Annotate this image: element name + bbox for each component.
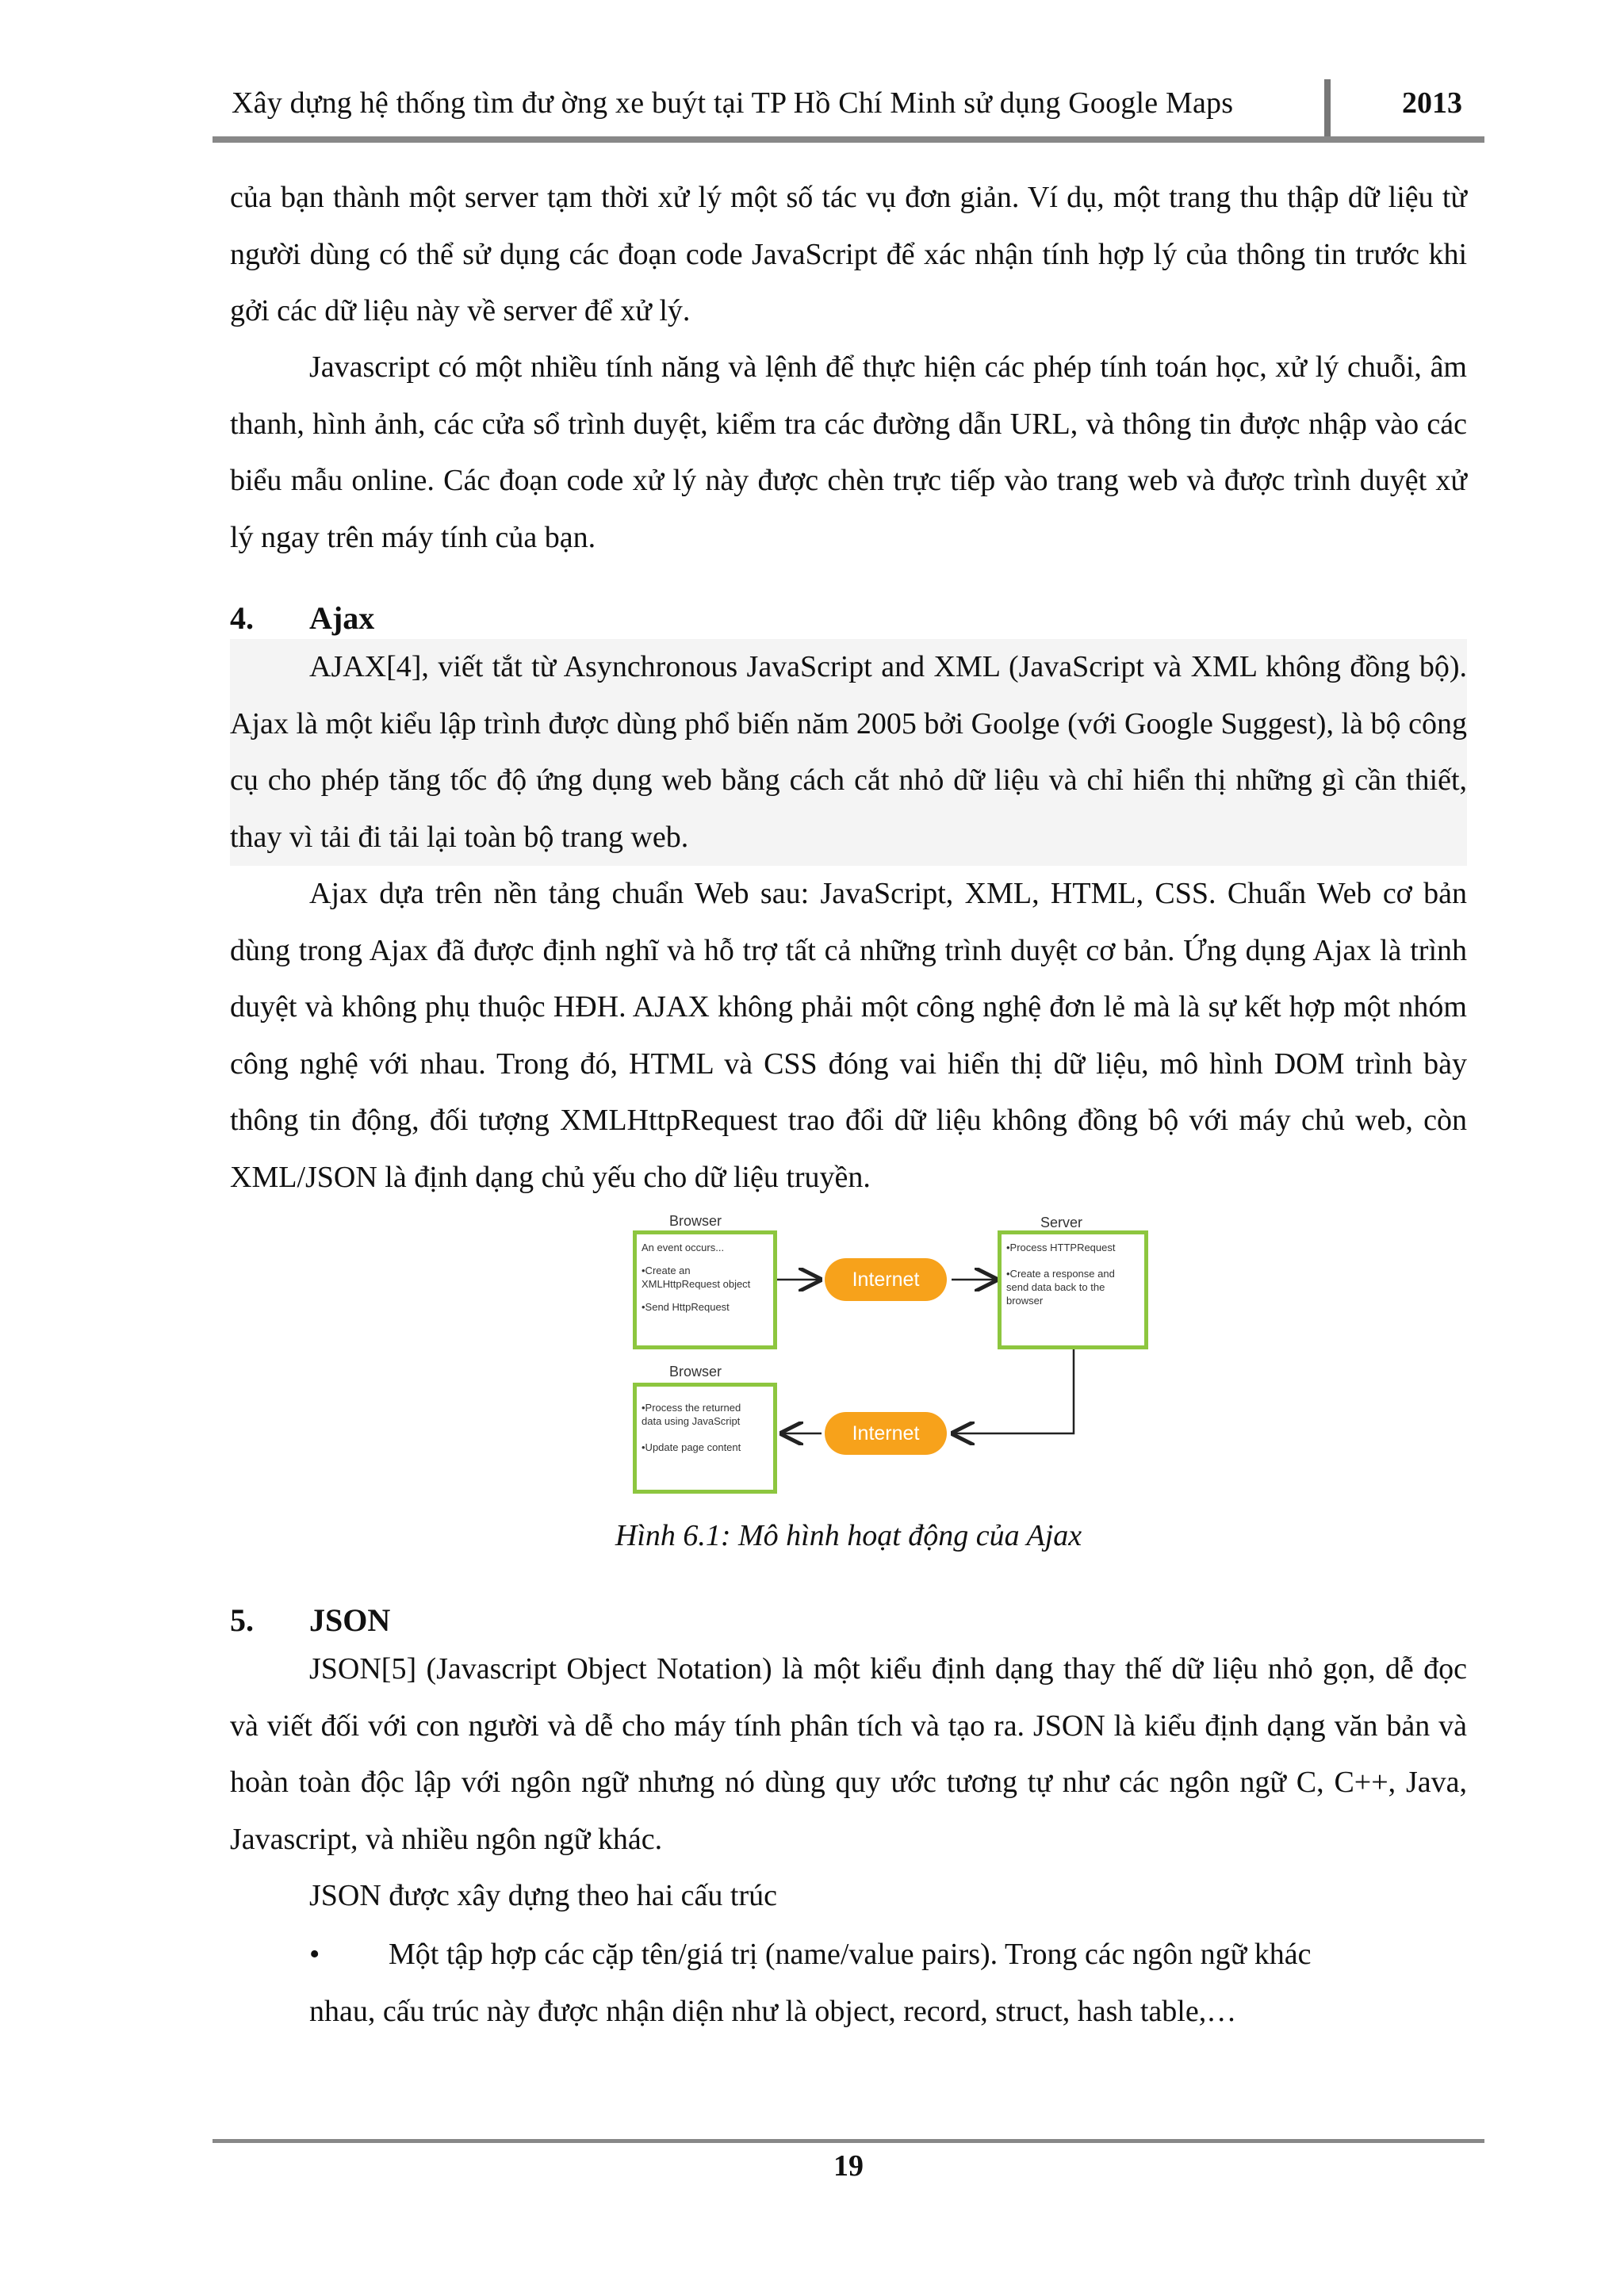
- browser-1-line: XMLHttpRequest object: [642, 1278, 751, 1290]
- ajax-paragraph-1: AJAX[4], viết tắt từ Asynchronous JavaScript and XML (JavaScript và XML không đồng bộ). Ajax là một kiểu lập trình được dùng phổ biến năm 2005 bởi Goolge (với Google Suggest), là bộ công cụ cho phép tăng tốc độ ứng dụng web bằng cách cắt nhỏ dữ liệu và chỉ hiển thị những gì cần thiết, thay vì tải đi tải lại toàn bộ trang web.: [230, 639, 1467, 866]
- header-title: Xây dựng hệ thống tìm đư ờng xe buýt tại TP Hồ Chí Minh sử dụng Google Maps: [232, 86, 1234, 120]
- bullet-icon: •: [309, 1938, 320, 1971]
- section-4-number: 4.: [230, 600, 254, 636]
- bullet-line-2: nhau, cấu trúc này được nhận diện như là object, record, struct, hash table,…: [309, 1994, 1237, 2028]
- browser-1-label: Browser: [669, 1213, 722, 1229]
- ajax-paragraph-2: Ajax dựa trên nền tảng chuẩn Web sau: JavaScript, XML, HTML, CSS. Chuẩn Web cơ bản dùng trong Ajax đã được định nghĩ và hỗ trợ tất cả những trình duyệt cơ bản. Ứng dụng Ajax là trình duyệt và không phụ thuộc HĐH. AJAX không phải một công nghệ đơn lẻ mà là sự kết hợp một nhóm công nghệ với nhau. Trong đó, HTML và CSS đóng vai hiển thị dữ liệu, mô hình DOM trình bày thông tin động, đối tượng XMLHttpRequest trao đổi dữ liệu không đồng bộ với máy chủ web, còn XML/JSON là định dạng chủ yếu cho dữ liệu truyền.: [230, 877, 1467, 1194]
- footer-rule: [213, 2139, 1484, 2143]
- browser-2-line: •Process the returned: [642, 1402, 741, 1414]
- server-line: send data back to the: [1006, 1281, 1105, 1293]
- header-rule: [213, 136, 1484, 143]
- server-box: [998, 1230, 1148, 1349]
- arrow-server-to-internet: [955, 1346, 1074, 1433]
- json-paragraph-1: JSON[5] (Javascript Object Notation) là một kiểu định dạng thay thế dữ liệu nhỏ gọn, dễ đọc và viết đối với con người và dễ cho máy tính phân tích và tạo ra. JSON là kiểu định dạng văn bản và hoàn toàn độc lập với ngôn ngữ nhưng nó dùng quy ước tương tự như các ngôn ngữ C, C++, Java, Javascript, và nhiều ngôn ngữ khác.: [230, 1652, 1467, 1856]
- browser-2-line: data using JavaScript: [642, 1415, 741, 1427]
- internet-pill-1: Internet: [825, 1258, 947, 1301]
- browser-2-label: Browser: [669, 1364, 722, 1380]
- section-5-title: JSON: [309, 1602, 391, 1638]
- intro-paragraph-1: của bạn thành một server tạm thời xử lý một số tác vụ đơn giản. Ví dụ, một trang thu thập dữ liệu từ người dùng có thể sử dụng các đoạn code JavaScript để xác nhận tính hợp lý của thông tin trước khi gởi các dữ liệu này về server để xử lý.: [230, 181, 1467, 327]
- browser-1-line: An event occurs...: [642, 1242, 725, 1253]
- server-label: Server: [1040, 1215, 1083, 1230]
- browser-2-box: [633, 1383, 777, 1494]
- header-divider: [1324, 79, 1331, 140]
- bullet-line-1: Một tập hợp các cặp tên/giá trị (name/value pairs). Trong các ngôn ngữ khác: [389, 1938, 1312, 1971]
- header-year: 2013: [1402, 86, 1462, 120]
- figure-caption: Hình 6.1: Mô hình hoạt động của Ajax: [615, 1519, 1082, 1552]
- json-bullet-item: [230, 1927, 1467, 2045]
- intro-paragraph-2: Javascript có một nhiều tính năng và lệnh để thực hiện các phép tính toán học, xử lý chuỗi, âm thanh, hình ảnh, các cửa sổ trình duyệt, kiểm tra các đường dẫn URL, và thông tin được nhập vào các biểu mẫu online. Các đoạn code xử lý này được chèn trực tiếp vào trang web và được trình duyệt xử lý ngay trên máy tính của bạn.: [230, 350, 1467, 554]
- section-4-heading: [230, 599, 374, 637]
- browser-1-line: •Send HttpRequest: [642, 1301, 730, 1313]
- internet-pill-2: Internet: [825, 1412, 947, 1455]
- section-4-title: Ajax: [309, 600, 375, 636]
- page-number: 19: [833, 2149, 864, 2183]
- server-line: •Create a response and: [1006, 1268, 1115, 1280]
- server-line: browser: [1006, 1295, 1044, 1307]
- page-header: [213, 79, 1481, 140]
- json-paragraph-2: JSON được xây dựng theo hai cấu trúc: [309, 1879, 777, 1912]
- section-5-heading: [230, 1601, 390, 1639]
- section-5-number: 5.: [230, 1602, 254, 1638]
- browser-1-line: •Create an: [642, 1265, 691, 1276]
- browser-2-line: •Update page content: [642, 1441, 741, 1453]
- browser-1-box: [633, 1230, 777, 1349]
- server-line: •Process HTTPRequest: [1006, 1242, 1116, 1253]
- ajax-diagram: [619, 1213, 1174, 1506]
